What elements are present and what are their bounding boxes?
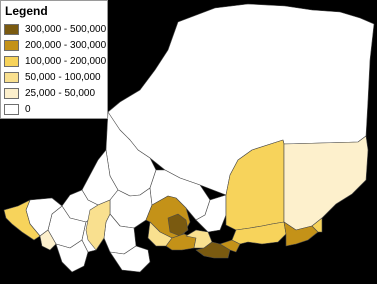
- legend-title: Legend: [5, 4, 48, 18]
- legend-swatch: [4, 104, 19, 115]
- legend-item: [4, 23, 106, 36]
- legend-label: 0: [25, 104, 31, 115]
- legend-item: [4, 39, 106, 52]
- legend-item: [4, 103, 31, 116]
- legend-label: 50,000 - 100,000: [25, 72, 101, 83]
- legend-item: [4, 71, 101, 84]
- legend-swatch: [4, 88, 19, 99]
- legend-item: [4, 55, 106, 68]
- legend-item: [4, 87, 95, 100]
- legend-label: 300,000 - 500,000: [25, 24, 107, 35]
- legend-swatch: [4, 40, 19, 51]
- legend-label: 100,000 - 200,000: [25, 56, 107, 67]
- map-legend: [0, 0, 108, 119]
- legend-swatch: [4, 72, 19, 83]
- region-east-pale: [284, 136, 368, 230]
- legend-label: 200,000 - 300,000: [25, 40, 107, 51]
- legend-label: 25,000 - 50,000: [25, 88, 96, 99]
- legend-swatch: [4, 24, 19, 35]
- legend-swatch: [4, 56, 19, 67]
